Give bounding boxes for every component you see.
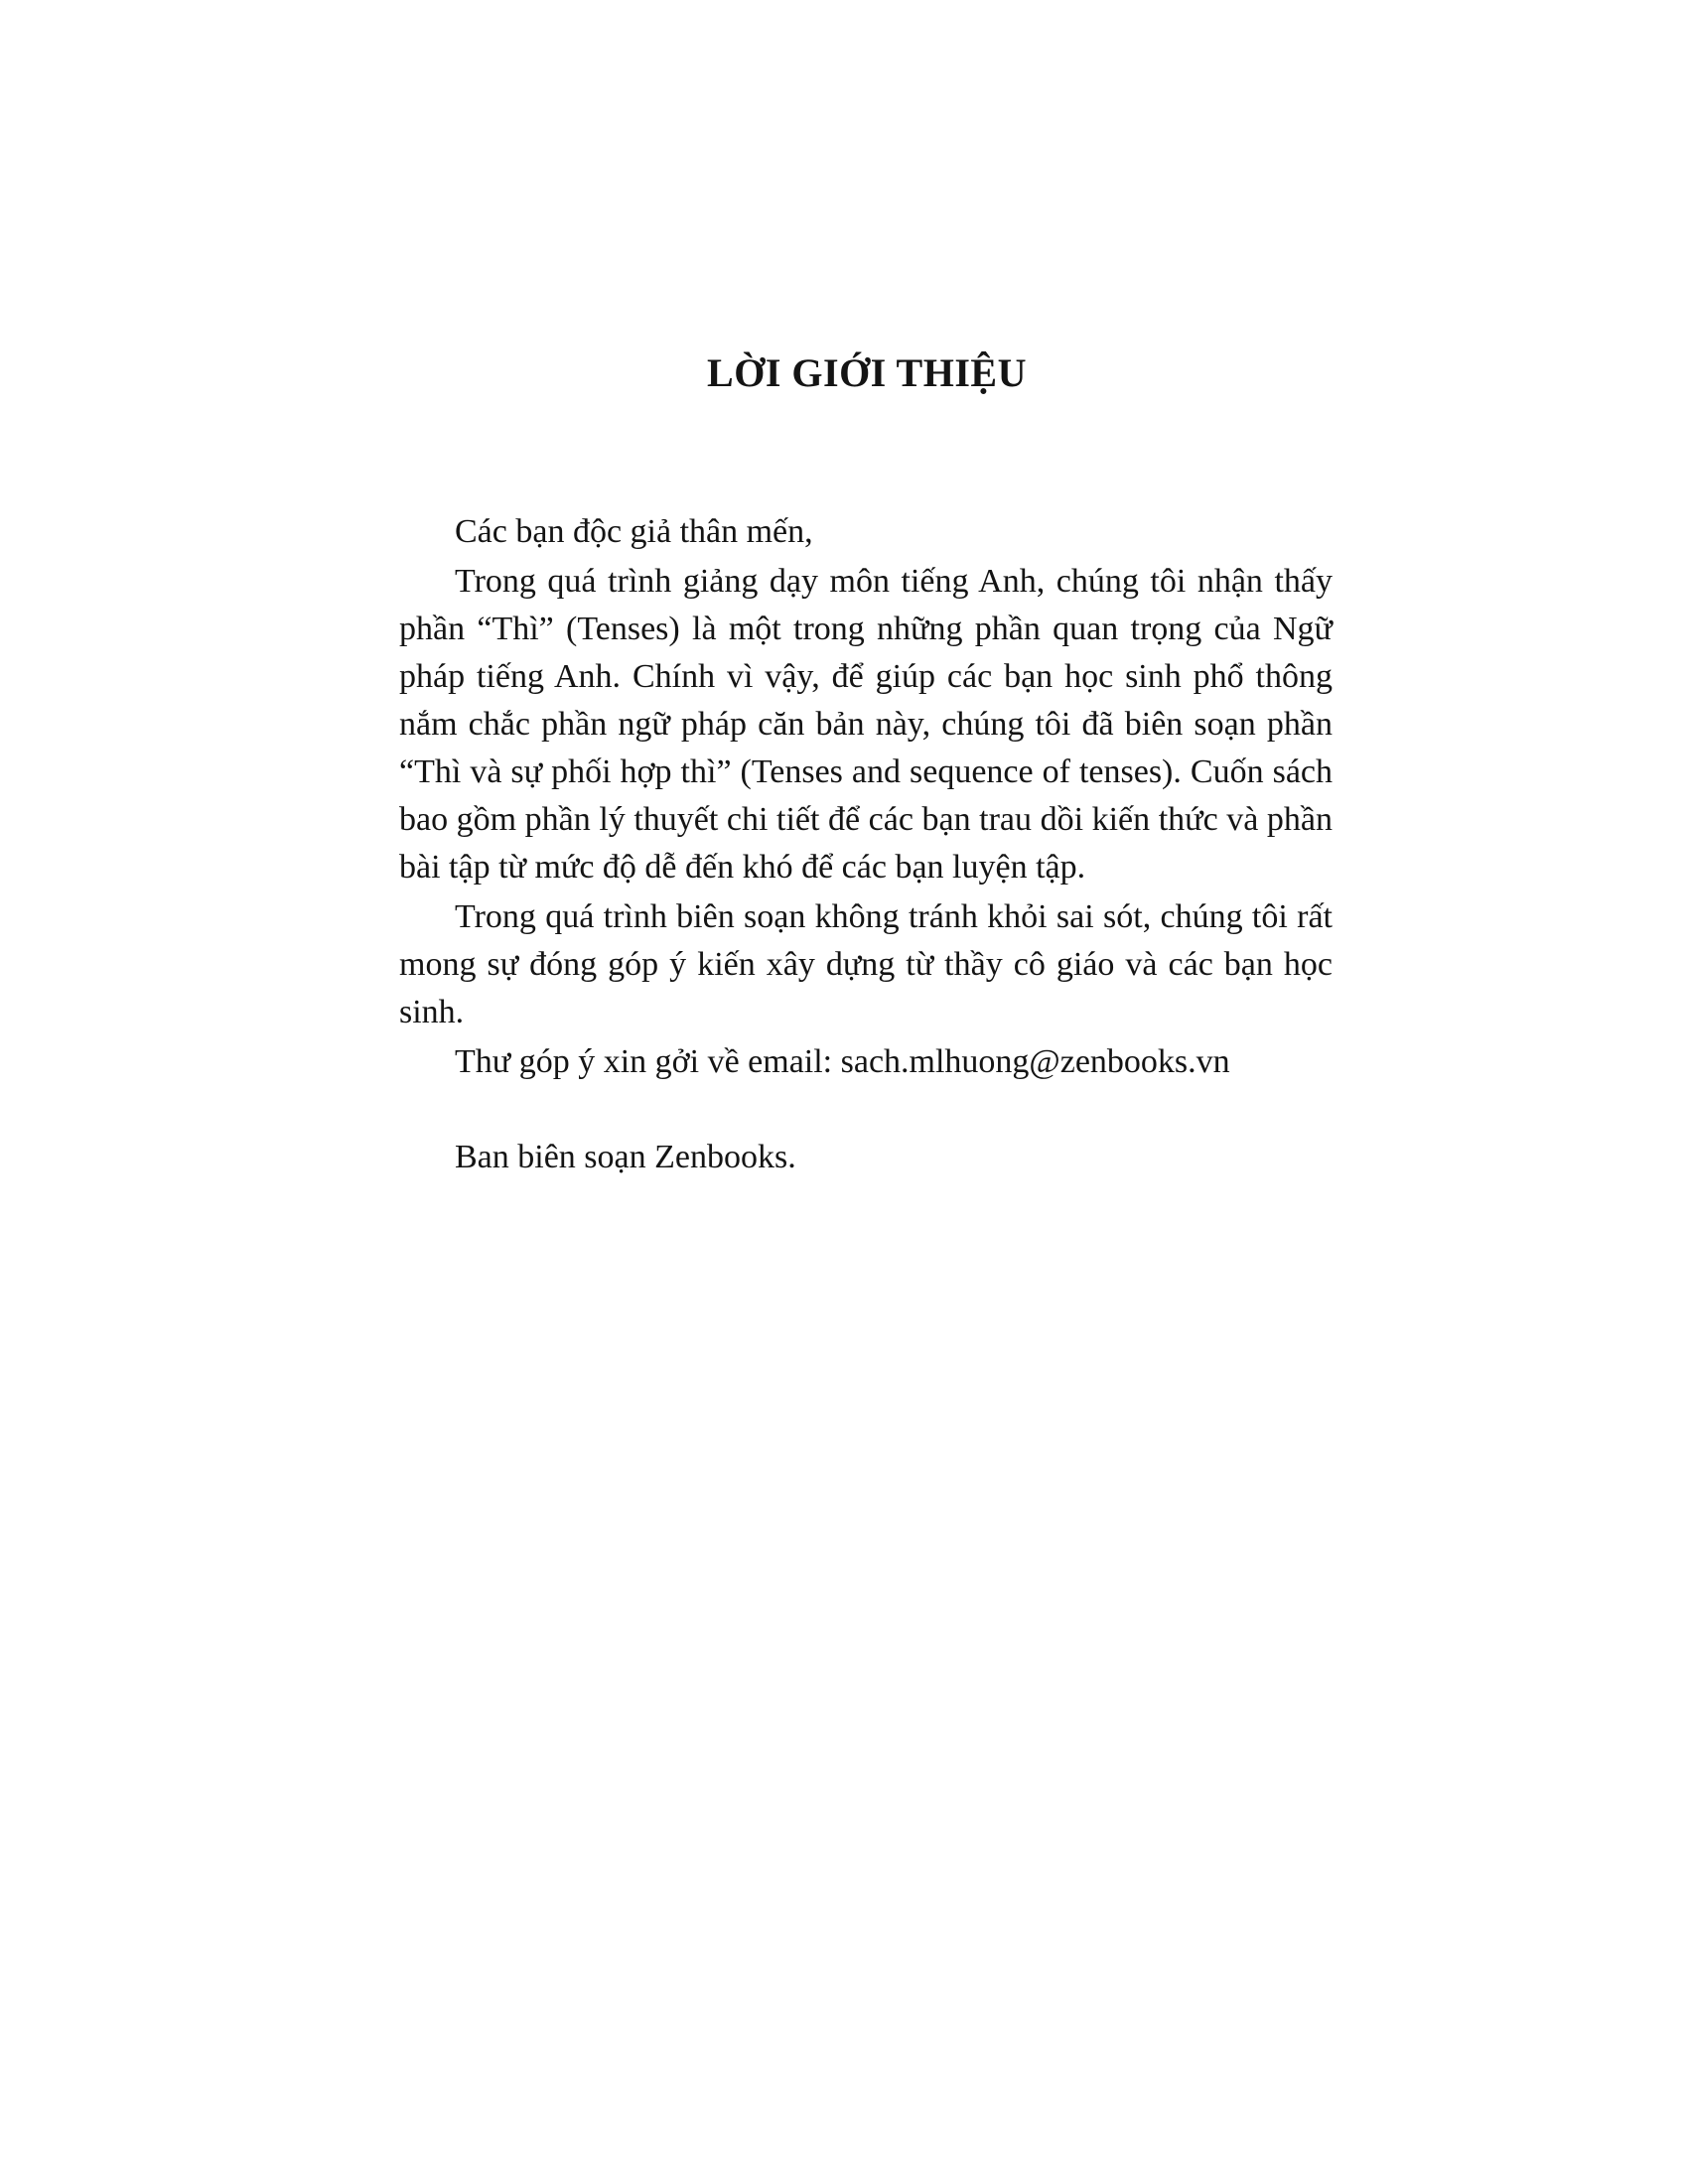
paragraph-feedback: Trong quá trình biên soạn không tránh khỏi sai sót, chúng tôi rất mong sự đóng góp ý kiến xây dựng từ thầy cô giáo và các bạn học sinh. [399, 898, 1333, 1030]
document-body [399, 508, 1333, 1183]
page-title: LỜI GIỚI THIỆU [707, 350, 1027, 395]
email-line: Thư góp ý xin gởi về email: sach.mlhuong@zenbooks.vn [455, 1043, 1230, 1080]
paragraph-intro: Trong quá trình giảng dạy môn tiếng Anh, chúng tôi nhận thấy phần “Thì” (Tenses) là một trong những phần quan trọng của Ngữ pháp tiếng Anh. Chính vì vậy, để giúp các bạn học sinh phổ thông nắm chắc phần ngữ pháp căn bản này, chúng tôi đã biên soạn phần “Thì và sự phối hợp thì” (Tenses and sequence of tenses). Cuốn sách bao gồm phần lý thuyết chi tiết để các bạn trau dồi kiến thức và phần bài tập từ mức độ dễ đến khó để các bạn luyện tập. [399, 563, 1333, 886]
signature: Ban biên soạn Zenbooks. [455, 1139, 796, 1175]
greeting: Các bạn độc giả thân mến, [455, 513, 813, 550]
